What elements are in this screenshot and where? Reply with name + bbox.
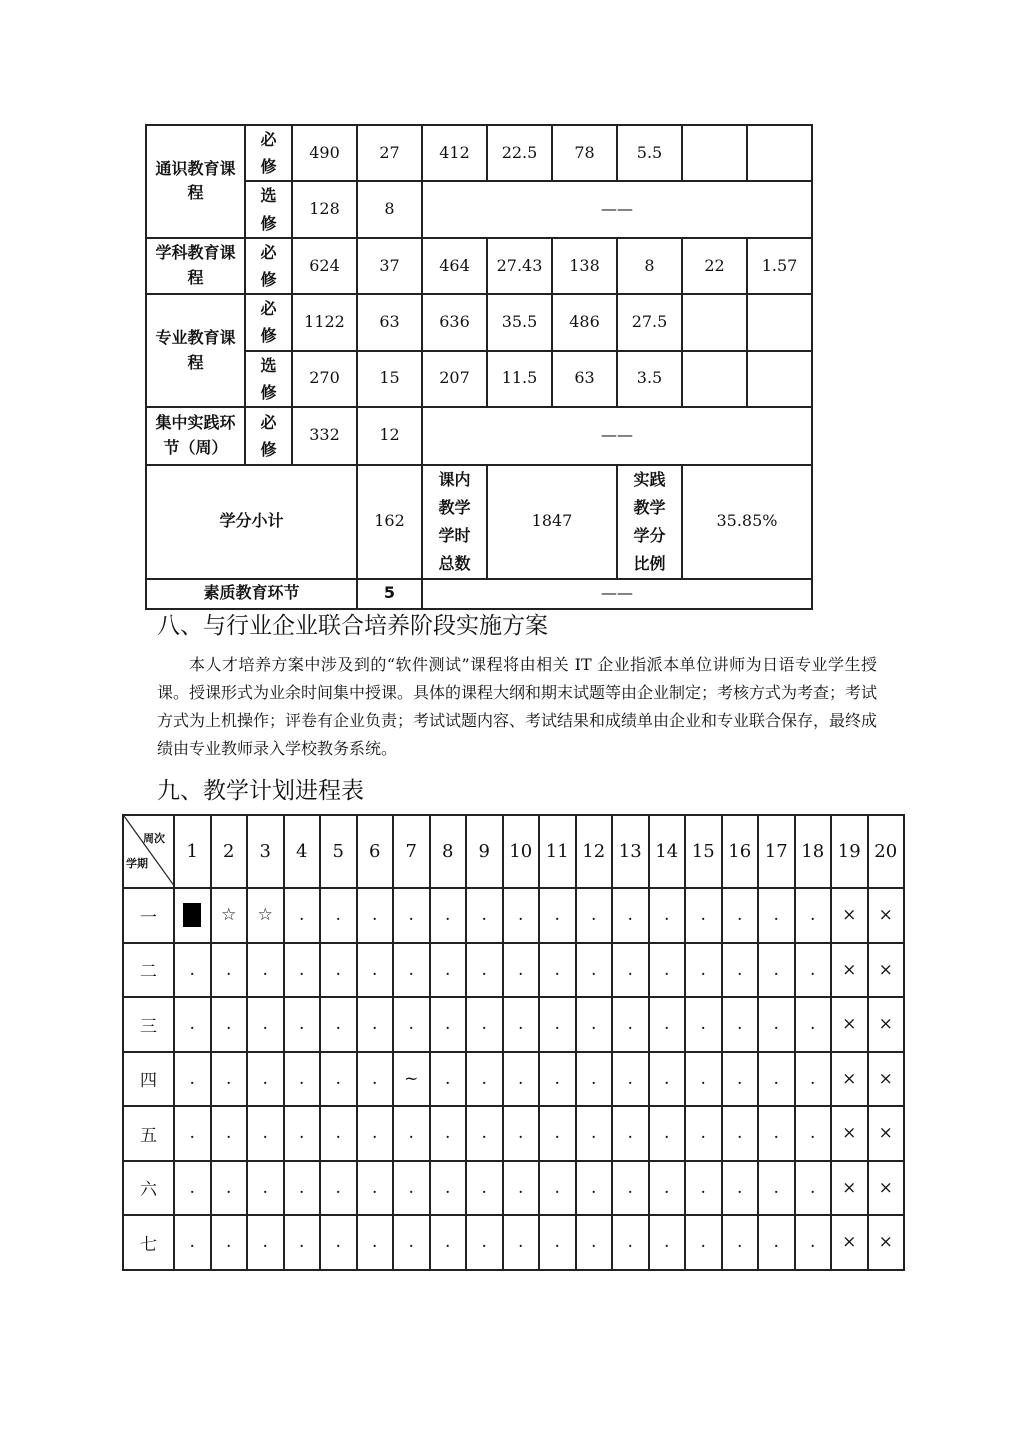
table-row xyxy=(146,351,812,407)
week-header-cell: 17 xyxy=(758,815,795,888)
week-header-cell: 4 xyxy=(284,815,321,888)
schedule-mark: . xyxy=(466,1106,503,1161)
schedule-mark: . xyxy=(284,1215,321,1270)
schedule-mark: . xyxy=(211,997,248,1052)
section-heading: 八、与行业企业联合培养阶段实施方案 xyxy=(157,613,548,639)
term-cell: 三 xyxy=(123,997,174,1052)
schedule-mark: . xyxy=(795,1052,832,1107)
table-cell: 27.5 xyxy=(617,294,682,350)
schedule-mark: . xyxy=(320,1161,357,1216)
dash-cell: —— xyxy=(422,579,812,609)
schedule-mark: × xyxy=(868,888,905,943)
schedule-mark: . xyxy=(539,997,576,1052)
category-cell: 专业教育课程 xyxy=(146,294,245,407)
schedule-mark: . xyxy=(211,1106,248,1161)
table-cell: 636 xyxy=(422,294,487,350)
week-header-cell: 14 xyxy=(649,815,686,888)
schedule-row xyxy=(123,888,904,943)
schedule-mark: . xyxy=(576,1106,613,1161)
schedule-mark: . xyxy=(247,1215,284,1270)
table-cell: 35.5 xyxy=(487,294,552,350)
schedule-mark: . xyxy=(758,1106,795,1161)
schedule-mark: . xyxy=(466,888,503,943)
schedule-mark: × xyxy=(831,943,868,998)
schedule-mark: . xyxy=(320,1215,357,1270)
table-cell xyxy=(747,351,812,407)
schedule-mark: . xyxy=(503,997,540,1052)
schedule-mark: . xyxy=(576,1052,613,1107)
table-cell: 37 xyxy=(357,238,422,294)
schedule-mark: . xyxy=(649,997,686,1052)
schedule-mark: × xyxy=(868,997,905,1052)
table-cell xyxy=(682,294,747,350)
type-cell: 必修 xyxy=(245,125,292,181)
table-cell: 490 xyxy=(292,125,357,181)
schedule-mark: . xyxy=(722,1106,759,1161)
week-header-cell: 9 xyxy=(466,815,503,888)
schedule-mark: . xyxy=(612,888,649,943)
schedule-mark: . xyxy=(612,997,649,1052)
schedule-mark: ☆ xyxy=(247,888,284,943)
table-cell xyxy=(682,351,747,407)
week-header-cell: 13 xyxy=(612,815,649,888)
schedule-mark: . xyxy=(357,888,394,943)
schedule-mark: . xyxy=(649,1215,686,1270)
schedule-mark: . xyxy=(612,943,649,998)
schedule-mark: . xyxy=(576,1161,613,1216)
table-cell: 138 xyxy=(552,238,617,294)
week-header-cell: 6 xyxy=(357,815,394,888)
credit-summary-table xyxy=(145,124,813,610)
schedule-mark: . xyxy=(393,943,430,998)
schedule-mark: × xyxy=(868,1161,905,1216)
term-cell: 四 xyxy=(123,1052,174,1107)
schedule-mark: . xyxy=(320,1052,357,1107)
type-cell: 选修 xyxy=(245,181,292,237)
schedule-mark: . xyxy=(211,943,248,998)
table-cell: 8 xyxy=(617,238,682,294)
table-cell: 486 xyxy=(552,294,617,350)
schedule-mark: . xyxy=(247,997,284,1052)
schedule-mark: . xyxy=(247,943,284,998)
schedule-mark: . xyxy=(284,1161,321,1216)
term-cell: 二 xyxy=(123,943,174,998)
table-row xyxy=(146,125,812,181)
schedule-mark: × xyxy=(831,1215,868,1270)
schedule-mark: . xyxy=(393,1161,430,1216)
schedule-mark: . xyxy=(612,1106,649,1161)
week-header-cell: 16 xyxy=(722,815,759,888)
dash-cell: —— xyxy=(422,407,812,465)
schedule-mark: . xyxy=(284,888,321,943)
schedule-mark: × xyxy=(831,888,868,943)
table-cell: 12 xyxy=(357,407,422,465)
category-cell: 学科教育课程 xyxy=(146,238,245,294)
schedule-mark: . xyxy=(357,1161,394,1216)
schedule-mark: . xyxy=(247,1161,284,1216)
schedule-mark: . xyxy=(211,1052,248,1107)
schedule-mark: . xyxy=(795,1161,832,1216)
schedule-mark: . xyxy=(722,997,759,1052)
schedule-mark: . xyxy=(612,1215,649,1270)
schedule-mark: . xyxy=(722,888,759,943)
quality-credits: 5 xyxy=(357,579,422,609)
table-cell: 22.5 xyxy=(487,125,552,181)
table-cell: 22 xyxy=(682,238,747,294)
schedule-mark: . xyxy=(685,1106,722,1161)
schedule-mark: . xyxy=(357,1215,394,1270)
schedule-mark: . xyxy=(174,1052,211,1107)
table-cell: 27.43 xyxy=(487,238,552,294)
week-header-cell: 2 xyxy=(211,815,248,888)
schedule-mark: . xyxy=(503,1161,540,1216)
subtotal-label: 学分小计 xyxy=(146,465,357,579)
schedule-mark: . xyxy=(612,1161,649,1216)
table-cell: 15 xyxy=(357,351,422,407)
schedule-mark: . xyxy=(430,1052,467,1107)
schedule-mark: . xyxy=(211,1161,248,1216)
schedule-mark: . xyxy=(722,1161,759,1216)
quality-label: 素质教育环节 xyxy=(146,579,357,609)
table-cell: 207 xyxy=(422,351,487,407)
type-cell: 必修 xyxy=(245,407,292,465)
schedule-table xyxy=(122,814,905,1271)
schedule-mark: . xyxy=(466,943,503,998)
schedule-mark: . xyxy=(174,1215,211,1270)
type-cell: 必修 xyxy=(245,294,292,350)
schedule-mark: . xyxy=(247,1052,284,1107)
schedule-mark: . xyxy=(320,997,357,1052)
ratio-value: 35.85% xyxy=(682,465,812,579)
schedule-mark: . xyxy=(357,1106,394,1161)
schedule-mark: . xyxy=(357,997,394,1052)
schedule-mark: . xyxy=(539,1215,576,1270)
schedule-row xyxy=(123,1215,904,1270)
table-cell: 27 xyxy=(357,125,422,181)
schedule-row xyxy=(123,1106,904,1161)
schedule-mark: . xyxy=(758,1052,795,1107)
table-cell xyxy=(682,125,747,181)
schedule-mark: . xyxy=(320,943,357,998)
table-cell: 63 xyxy=(357,294,422,350)
quality-row xyxy=(146,579,812,609)
schedule-mark: . xyxy=(174,1161,211,1216)
schedule-mark: × xyxy=(868,943,905,998)
schedule-mark: . xyxy=(539,1161,576,1216)
schedule-mark: . xyxy=(539,1052,576,1107)
schedule-mark: . xyxy=(649,1161,686,1216)
table-row xyxy=(146,407,812,465)
schedule-mark: × xyxy=(831,997,868,1052)
schedule-mark: × xyxy=(868,1106,905,1161)
schedule-row xyxy=(123,1052,904,1107)
schedule-mark: . xyxy=(393,1106,430,1161)
week-header-cell: 10 xyxy=(503,815,540,888)
schedule-mark: . xyxy=(685,1052,722,1107)
schedule-mark xyxy=(174,888,211,943)
hours-label: 课内教学学时总数 xyxy=(422,465,487,579)
table-cell xyxy=(747,125,812,181)
schedule-mark: . xyxy=(466,1161,503,1216)
schedule-mark: . xyxy=(539,1106,576,1161)
schedule-mark: . xyxy=(430,1215,467,1270)
schedule-row xyxy=(123,943,904,998)
schedule-mark: . xyxy=(758,1161,795,1216)
table-row xyxy=(146,238,812,294)
schedule-mark: . xyxy=(430,943,467,998)
schedule-mark: . xyxy=(758,997,795,1052)
week-header-cell: 1 xyxy=(174,815,211,888)
schedule-mark: . xyxy=(503,1215,540,1270)
filled-block-icon xyxy=(183,903,201,927)
ratio-label: 实践教学学分比例 xyxy=(617,465,682,579)
term-header-label: 学期 xyxy=(126,857,148,870)
schedule-header-row xyxy=(123,815,904,888)
schedule-mark: . xyxy=(576,943,613,998)
schedule-mark: . xyxy=(649,943,686,998)
schedule-mark: . xyxy=(795,1215,832,1270)
schedule-mark: . xyxy=(685,943,722,998)
table-cell: 63 xyxy=(552,351,617,407)
table-cell: 78 xyxy=(552,125,617,181)
schedule-mark: . xyxy=(430,1161,467,1216)
term-cell: 七 xyxy=(123,1215,174,1270)
schedule-mark: . xyxy=(539,943,576,998)
schedule-mark: . xyxy=(357,943,394,998)
schedule-mark: . xyxy=(649,1106,686,1161)
term-cell: 一 xyxy=(123,888,174,943)
table-cell: 128 xyxy=(292,181,357,237)
schedule-mark: . xyxy=(758,943,795,998)
schedule-mark: . xyxy=(174,997,211,1052)
schedule-row xyxy=(123,1161,904,1216)
term-cell: 五 xyxy=(123,1106,174,1161)
schedule-mark: . xyxy=(722,943,759,998)
category-cell: 通识教育课程 xyxy=(146,125,245,238)
type-cell: 选修 xyxy=(245,351,292,407)
schedule-mark: . xyxy=(758,888,795,943)
dash-cell: —— xyxy=(422,181,812,237)
schedule-mark: × xyxy=(831,1052,868,1107)
week-header-cell: 15 xyxy=(685,815,722,888)
schedule-mark: . xyxy=(795,1106,832,1161)
schedule-mark: . xyxy=(503,888,540,943)
schedule-mark: . xyxy=(576,1215,613,1270)
table-row xyxy=(146,294,812,350)
schedule-mark: . xyxy=(430,888,467,943)
week-header-cell: 8 xyxy=(430,815,467,888)
table-cell xyxy=(747,294,812,350)
week-header-cell: 20 xyxy=(868,815,905,888)
table-cell: 1.57 xyxy=(747,238,812,294)
week-header-cell: 11 xyxy=(539,815,576,888)
schedule-mark: . xyxy=(503,943,540,998)
term-cell: 六 xyxy=(123,1161,174,1216)
schedule-mark: × xyxy=(868,1052,905,1107)
schedule-mark: . xyxy=(795,943,832,998)
schedule-mark: . xyxy=(612,1052,649,1107)
week-header-cell: 19 xyxy=(831,815,868,888)
schedule-mark: . xyxy=(685,1215,722,1270)
schedule-mark: . xyxy=(539,888,576,943)
section-heading: 九、教学计划进程表 xyxy=(157,778,364,804)
schedule-mark: . xyxy=(466,997,503,1052)
type-cell: 必修 xyxy=(245,238,292,294)
schedule-mark: . xyxy=(685,888,722,943)
schedule-mark: ~ xyxy=(393,1052,430,1107)
week-header-cell: 5 xyxy=(320,815,357,888)
schedule-mark: ☆ xyxy=(211,888,248,943)
subtotal-credits: 162 xyxy=(357,465,422,579)
schedule-mark: . xyxy=(795,888,832,943)
schedule-mark: . xyxy=(284,997,321,1052)
schedule-mark: . xyxy=(211,1215,248,1270)
schedule-mark: . xyxy=(503,1052,540,1107)
schedule-mark: . xyxy=(430,1106,467,1161)
schedule-mark: . xyxy=(722,1052,759,1107)
schedule-mark: . xyxy=(393,1215,430,1270)
schedule-mark: . xyxy=(466,1052,503,1107)
schedule-mark: × xyxy=(831,1161,868,1216)
table-cell: 3.5 xyxy=(617,351,682,407)
schedule-mark: . xyxy=(722,1215,759,1270)
table-cell: 464 xyxy=(422,238,487,294)
week-header-cell: 7 xyxy=(393,815,430,888)
table-cell: 8 xyxy=(357,181,422,237)
table-cell: 1122 xyxy=(292,294,357,350)
week-header-label: 周次 xyxy=(143,832,165,845)
schedule-mark: . xyxy=(393,997,430,1052)
schedule-mark: . xyxy=(503,1106,540,1161)
section-paragraph: 本人才培养方案中涉及到的“软件测试”课程将由相关 IT 企业指派本单位讲师为日语专业学生授课。授课形式为业余时间集中授课。具体的课程大纲和期末试题等由企业制定；考核方式为考查；考试方式为上机操作；评卷有企业负责；考试试题内容、考试结果和成绩单由企业和专业联合保存，最终成绩由专业教师录入学校教务系统。 xyxy=(157,655,878,758)
corner-header-cell xyxy=(123,815,174,888)
table-row xyxy=(146,181,812,237)
schedule-mark: . xyxy=(247,1106,284,1161)
schedule-mark: . xyxy=(649,888,686,943)
schedule-mark: . xyxy=(357,1052,394,1107)
schedule-mark: . xyxy=(174,1106,211,1161)
week-header-cell: 18 xyxy=(795,815,832,888)
diagonal-line xyxy=(124,816,175,887)
schedule-mark: . xyxy=(576,888,613,943)
schedule-mark: . xyxy=(795,997,832,1052)
table-cell: 11.5 xyxy=(487,351,552,407)
schedule-mark: × xyxy=(868,1215,905,1270)
schedule-mark: . xyxy=(430,997,467,1052)
schedule-mark: . xyxy=(758,1215,795,1270)
schedule-mark: . xyxy=(284,1052,321,1107)
table-cell: 332 xyxy=(292,407,357,465)
schedule-mark: . xyxy=(649,1052,686,1107)
table-cell: 5.5 xyxy=(617,125,682,181)
schedule-mark: . xyxy=(174,943,211,998)
schedule-mark: . xyxy=(393,888,430,943)
schedule-mark: . xyxy=(320,888,357,943)
schedule-mark: . xyxy=(685,997,722,1052)
table-cell: 270 xyxy=(292,351,357,407)
hours-value: 1847 xyxy=(487,465,617,579)
schedule-mark: . xyxy=(466,1215,503,1270)
category-cell: 集中实践环节（周） xyxy=(146,407,245,465)
schedule-mark: . xyxy=(284,943,321,998)
schedule-row xyxy=(123,997,904,1052)
table-cell: 624 xyxy=(292,238,357,294)
week-header-cell: 3 xyxy=(247,815,284,888)
schedule-mark: . xyxy=(576,997,613,1052)
week-header-cell: 12 xyxy=(576,815,613,888)
schedule-mark: × xyxy=(831,1106,868,1161)
schedule-mark: . xyxy=(320,1106,357,1161)
schedule-mark: . xyxy=(284,1106,321,1161)
subtotal-row xyxy=(146,465,812,579)
table-cell: 412 xyxy=(422,125,487,181)
schedule-mark: . xyxy=(685,1161,722,1216)
